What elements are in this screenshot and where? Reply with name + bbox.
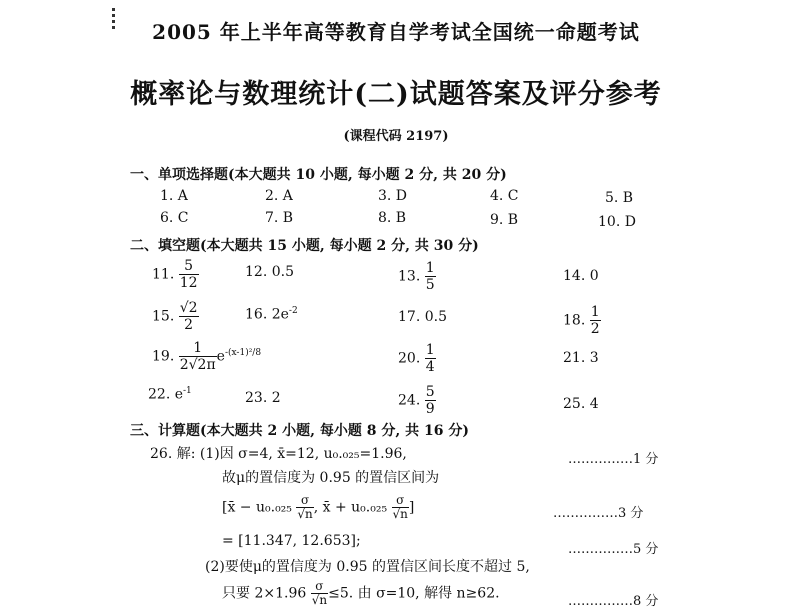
answer-8: 8. B <box>378 210 407 226</box>
q26-line3: [x̄ − u₀.₀₂₅ $\frac{\sigma}{√n}$ , x̄ + u₀.₀₂₅ $\frac{\sigma}{√n}$ ] <box>222 493 415 521</box>
section2-heading: 二、填空题(本大题共 15 小题, 每小题 2 分, 共 30 分) <box>130 238 479 254</box>
q26-line2: 故μ的置信度为 0.95 的置信区间为 <box>222 470 440 486</box>
answer-15: 15. $\frac{√2}{2}$ <box>152 300 198 333</box>
answer-17: 17. 0.5 <box>398 309 447 325</box>
answer-11: 11. $\frac{5}{12}$ <box>152 258 198 291</box>
answer-14: 14. 0 <box>563 268 599 284</box>
answer-22: 22. $e^{-1}$ <box>148 386 192 403</box>
score-3: ……………5 分 <box>568 542 659 557</box>
score-1: ……………1 分 <box>568 452 659 467</box>
answer-18: 18. $\frac{1}{2}$ <box>563 304 600 337</box>
answer-21: 21. 3 <box>563 350 599 366</box>
score-4: ……………8 分 <box>568 594 659 609</box>
answer-25: 25. 4 <box>563 396 599 412</box>
section3-heading: 三、计算题(本大题共 2 小题, 每小题 8 分, 共 16 分) <box>130 423 469 439</box>
answer-19: 19. $\frac{1}{2√2\pi}$ $e^{-(x-1)^2/8}$ <box>152 340 262 373</box>
answer-5: 5. B <box>605 190 634 206</box>
q26-line1: 26. 解: (1)因 σ=4, x̄=12, u₀.₀₂₅=1.96, <box>150 446 407 462</box>
answer-16: 16. $2e^{-2}$ <box>245 306 298 323</box>
answer-6: 6. C <box>160 210 189 226</box>
answer-9: 9. B <box>490 212 519 228</box>
q26-line4: = [11.347, 12.653]; <box>222 533 361 549</box>
answer-4: 4. C <box>490 188 519 204</box>
answer-10: 10. D <box>598 214 636 230</box>
answer-20: 20. $\frac{1}{4}$ <box>398 342 435 375</box>
answer-2: 2. A <box>265 188 293 204</box>
answer-23: 23. 2 <box>245 390 281 406</box>
answer-1: 1. A <box>160 188 188 204</box>
answer-3: 3. D <box>378 188 408 204</box>
q26-line5: (2)要使μ的置信度为 0.95 的置信区间长度不超过 5, <box>205 559 530 575</box>
q26-line6: 只要 2×1.96 $\frac{\sigma}{√n}$ ≤5. 由 σ=10, 解得 n≥62. <box>222 579 500 607</box>
answer-12: 12. 0.5 <box>245 264 294 280</box>
section1-heading: 一、单项选择题(本大题共 10 小题, 每小题 2 分, 共 20 分) <box>130 167 507 183</box>
course-code: (课程代码 2197) <box>343 129 449 144</box>
exam-title: 2005 年上半年高等教育自学考试全国统一命题考试 <box>152 20 640 44</box>
subject-title: 概率论与数理统计(二)试题答案及评分参考 <box>130 79 662 110</box>
answer-24: 24. $\frac{5}{9}$ <box>398 384 435 417</box>
answer-13: 13. $\frac{1}{5}$ <box>398 260 435 293</box>
score-2: ……………3 分 <box>553 506 644 521</box>
answer-7: 7. B <box>265 210 294 226</box>
